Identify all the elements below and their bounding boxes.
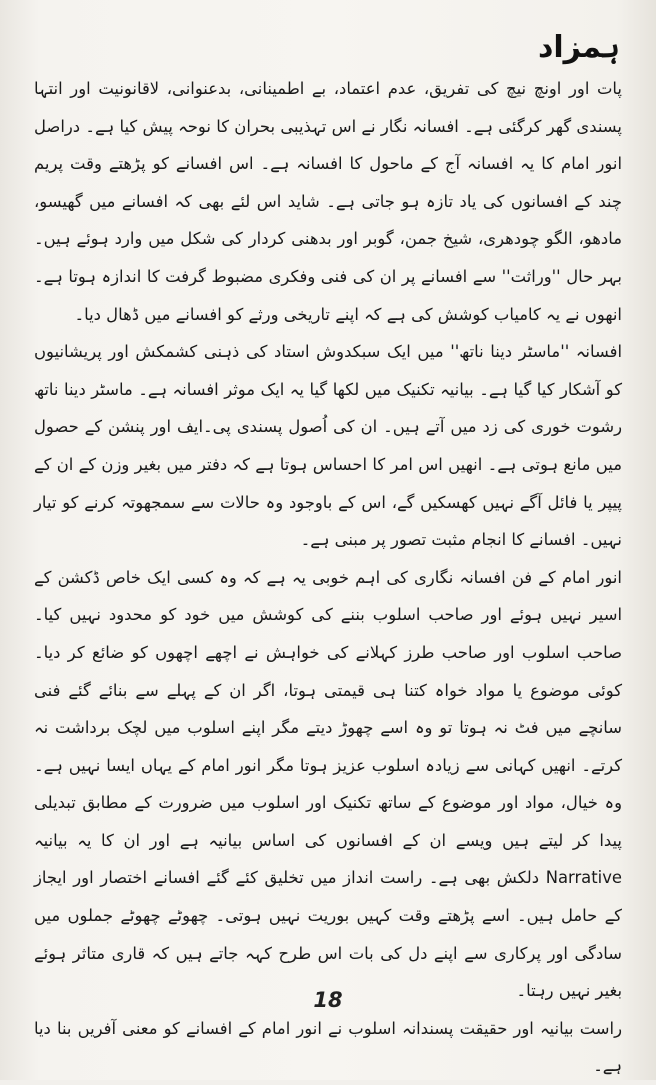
paragraph-3: انور امام کے فن افسانہ نگاری کی اہم خوبی یہ ہے کہ وہ کسی ایک خاص ڈکشن کے اسیر نہیں ہوئے اور صاحب اسلوب بننے کی کوشش میں خود کو محدود نہیں کیا۔ صاحب اسلوب اور صاحب طرز کہلانے کی خواہش نے اچھے اچھوں کو ضائع کر دیا۔ کوئی موضوع یا مواد خواہ کتنا ہی قیمتی ہوتا، اگر ان کے پہلے سے بنائے گئے فنی سانچے میں فٹ نہ ہوتا تو وہ اسے چھوڑ دیتے مگر اپنے اسلوب میں لچک برداشت نہ کرتے۔ انھیں کہانی سے زیادہ اسلوب عزیز ہوتا مگر انور امام کے یہاں ایسا نہیں ہے۔ وہ خیال، مواد اور موضوع کے ساتھ تکنیک اور اسلوب میں ضرورت کے مطابق تبدیلی پیدا کر لیتے ہیں ویسے ان کے افسانوں کی اساس بیانیہ ہے اور ان کا یہ بیانیہ Narrative دلکش بھی ہے۔ راست انداز میں تخلیق کئے گئے افسانے اختصار اور ایجاز کے حامل ہیں۔ اسے پڑھتے وقت کہیں بوریت نہیں ہوتی۔ چھوٹے چھوٹے جملوں میں سادگی اور پرکاری سے اپنے دل کی بات اس طرح کہہ جاتے ہیں کہ قاری متاثر ہوئے بغیر نہیں رہتا۔: [34, 567, 622, 1001]
book-title: ہمزاد: [537, 30, 620, 65]
running-header: [34, 26, 620, 70]
page-body: [34, 70, 622, 1085]
paragraph-1: پات اور اونچ نیچ کی تفریق، عدم اعتماد، بے اطمینانی، بدعنوانی، لاقانونیت اور انتہا پسندی گھر کرگئی ہے۔ افسانہ نگار نے اس تہذیبی بحران کا نوحہ پیش کیا ہے۔ دراصل انور امام کا یہ افسانہ آج کے ماحول کا افسانہ ہے۔ اس افسانے کو پڑھتے وقت پریم چند کے افسانوں کی یاد تازہ ہو جاتی ہے۔ شاید اس لئے بھی کہ افسانے میں گھیسو، مادھو، الگو چودھری، شیخ جمن، گوبر اور بدھنی کردار کی شکل میں وارد ہوئے ہیں۔ بہر حال ''وراثت'' سے افسانے پر ان کی فنی وفکری مضبوط گرفت کا اندازہ ہوتا ہے۔ انھوں نے یہ کامیاب کوشش کی ہے کہ اپنے تاریخی ورثے کو افسانے میں ڈھال دیا۔: [34, 79, 622, 324]
paragraph-2: افسانہ ''ماسٹر دینا ناتھ'' میں ایک سبکدوش استاد کی ذہنی کشمکش اور پریشانیوں کو آشکار کیا گیا ہے۔ بیانیہ تکنیک میں لکھا گیا یہ ایک موثر افسانہ ہے۔ ماسٹر دینا ناتھ رشوت خوری کی زد میں آتے ہیں۔ ان کی اُصول پسندی پی۔ایف اور پنشن کے حصول میں مانع ہوتی ہے۔ انھیں اس امر کا احساس ہوتا ہے کہ دفتر میں بغیر وزن کے ان کے پیپر یا فائل آگے نہیں کھسکیں گے، اس کے باوجود وہ حالات سے سمجھوتہ کرنے کو تیار نہیں۔ افسانے کا انجام مثبت تصور پر مبنی ہے۔: [34, 342, 622, 550]
page-number: 18: [313, 988, 343, 1012]
paragraph-4: راست بیانیہ اور حقیقت پسندانہ اسلوب نے انور امام کے افسانے کو معنی آفریں بنا دیا ہے۔: [34, 1018, 622, 1076]
